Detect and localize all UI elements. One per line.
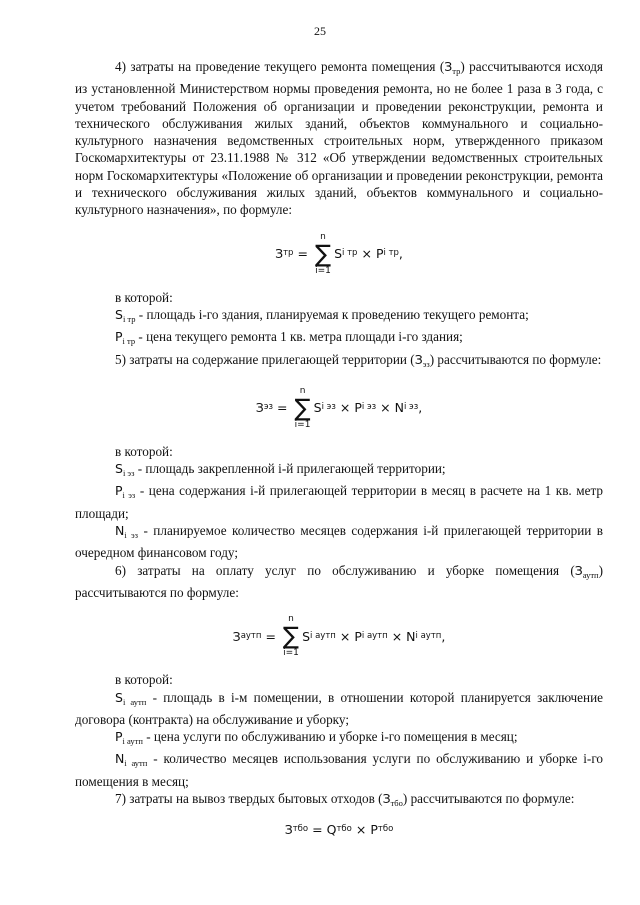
sum-symbol: n ∑ i=1: [314, 231, 332, 276]
definition-line: $P_{i тр}$ - цена текущего ремонта 1 кв. метра площади i-го здания;: [115, 329, 463, 347]
paragraph-item-6: 6) затраты на оплату услуг по обслуживанию и уборке помещения $(З_{аутп})$ рассчитываются по формуле:: [75, 562, 603, 600]
paragraph-item-7: 7) затраты на вывоз твердых бытовых отходов $(З_{тбо})$ рассчитываются по формуле:: [115, 791, 575, 809]
formula-waste: З тбо = Q тбо × P тбо: [284, 821, 394, 837]
page-number: 25: [314, 24, 326, 38]
definition-line: $P_{i эз}$ - цена содержания i-й прилегающей территории в месяц в расчете на 1 кв. метр площади;: [75, 483, 603, 521]
formula-cleaning: З аутп = n ∑ i=1 S i аутп × P i аутп × N i аутп ,: [232, 614, 446, 659]
formula-repair: З тр = n ∑ i=1 S i тр × P i тр ,: [275, 231, 403, 276]
formula-territory: З эз = n ∑ i=1 S i эз × P i эз × N i эз ,: [255, 385, 423, 430]
paragraph-item-4: 4) затраты на проведение текущего ремонта помещения $(З_{тр})$ рассчитываются исходя из установленной Министерством нормы проведения ремонта, но не более 1 раза в 3 года, с учетом требований Положения об организации и проведении реконструкции, ремонта и технического обслуживания жилых зданий, объектов коммунального и социально-культурного назначения ведомственных строительных норм, утвержденного приказом Госкомархитектуры от 23.11.1988 № 312 «Об утверждении ведомственных строительных норм Госкомархитектуры «Положение об организации и проведении реконструкции, ремонта и технического обслуживания жилых зданий, объектов коммунального и социально-культурного назначения», по формуле:: [75, 59, 603, 218]
paragraph-item-5: 5) затраты на содержание прилегающей территории $(З_{эз})$ рассчитываются по формуле:: [115, 351, 602, 369]
definition-line: $P_{i аутп}$ - цена услуги по обслуживанию и уборке i-го помещения в месяц;: [115, 729, 518, 747]
where-label: в которой:: [115, 672, 173, 688]
where-label: в которой:: [115, 443, 173, 459]
definition-line: $S_{i эз}$ - площадь закрепленной i-й прилегающей территории;: [115, 461, 446, 479]
sum-symbol: n ∑ i=1: [294, 385, 311, 430]
definition-line: $S_{i аутп}$ - площадь в i-м помещении, в отношении которой планируется заключение договора (контракта) на обслуживание и уборку;: [75, 689, 604, 727]
where-label: в которой:: [115, 289, 173, 305]
sum-symbol: n ∑ i=1: [282, 614, 300, 659]
document-body: [75, 58, 603, 846]
definition-line: $N_{i аутп}$ - количество месяцев использования услуги по обслуживанию и уборке i-го помещения в месяц;: [75, 751, 604, 789]
definition-line: $N_{i эз}$ - планируемое количество месяцев содержания i-й прилегающей территории в очередном финансовом году;: [75, 523, 604, 561]
definition-line: $S_{i тр}$ - площадь i-го здания, планируемая к проведению текущего ремонта;: [115, 306, 529, 324]
